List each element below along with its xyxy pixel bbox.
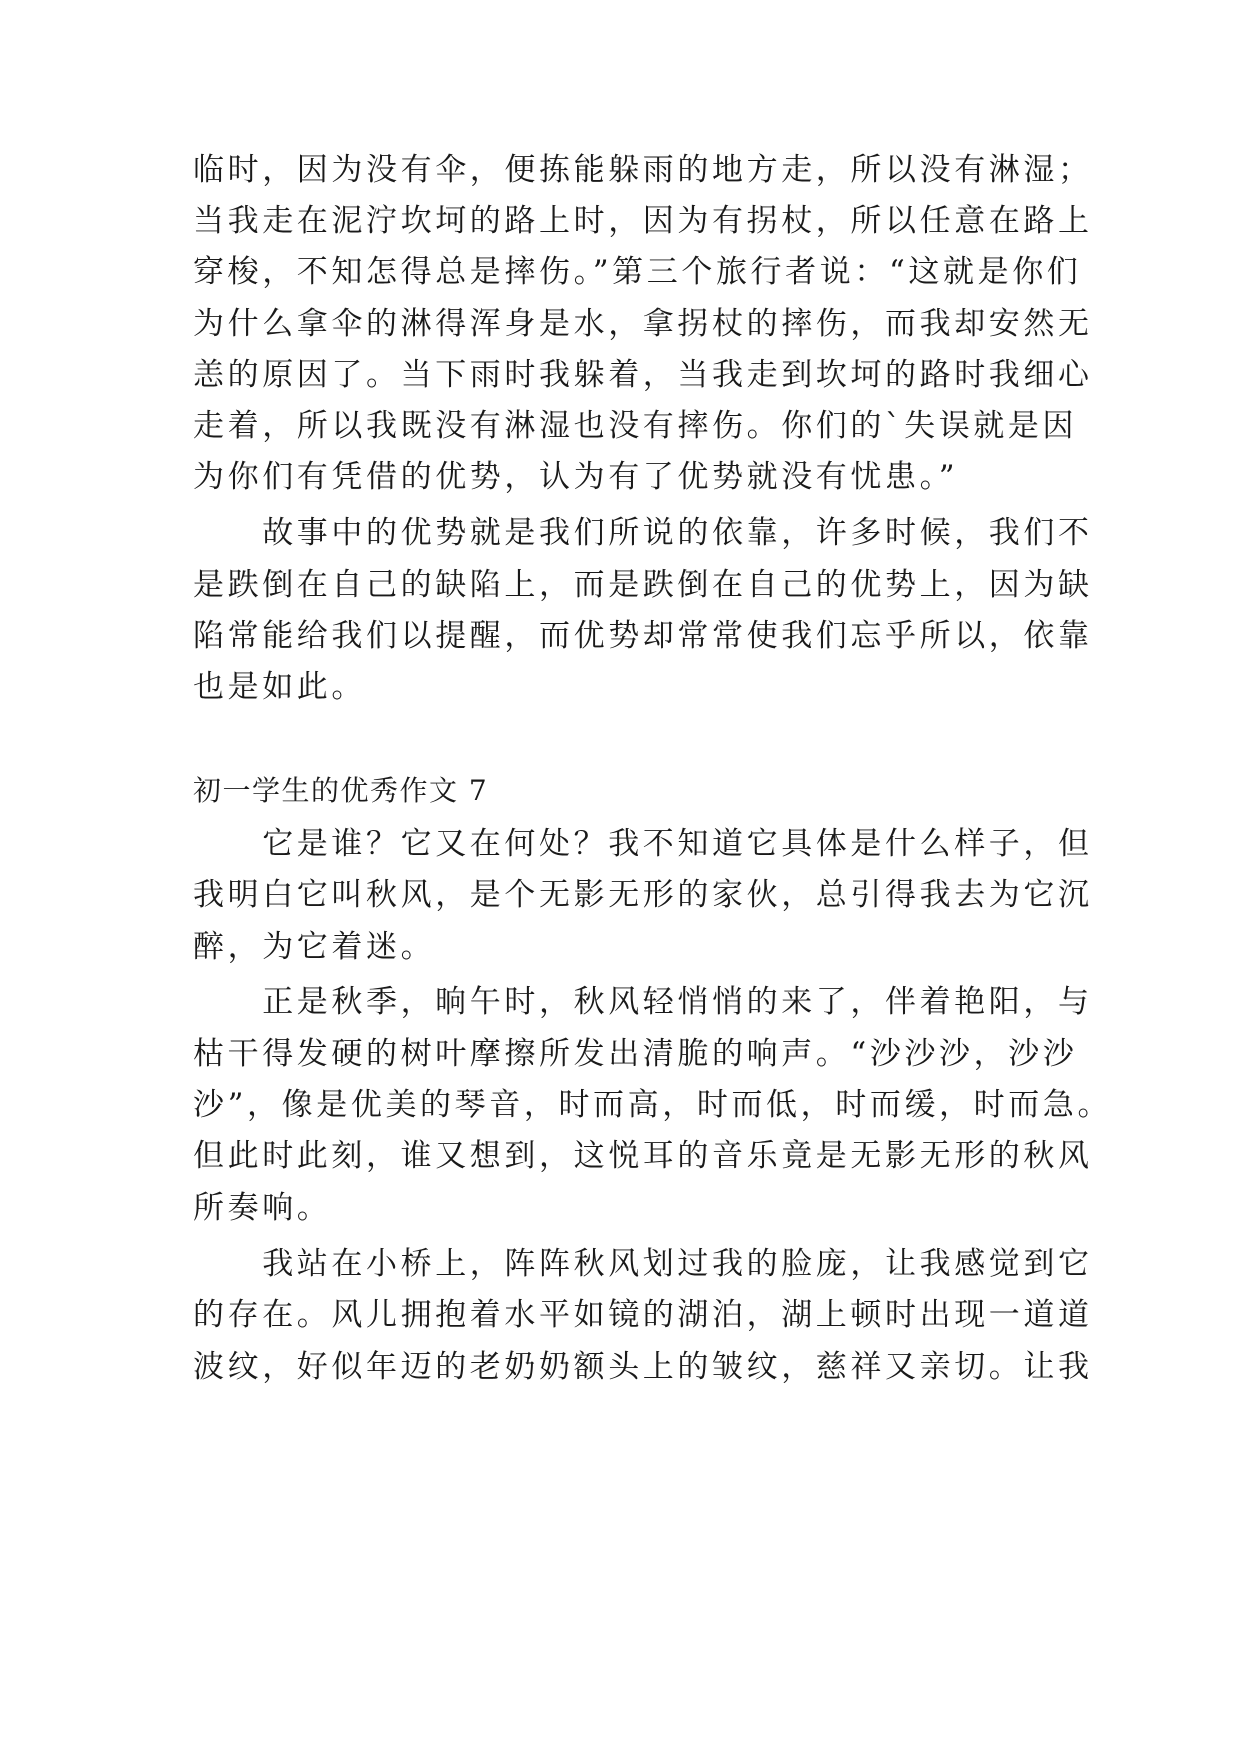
text-line: 波纹，好似年迈的老奶奶额头上的皱纹，慈祥又亲切。让我	[193, 1349, 1093, 1385]
text-line: 的存在。风儿拥抱着水平如镜的湖泊，湖上顿时出现一道道	[193, 1297, 1093, 1333]
text-line: 为什么拿伞的淋得浑身是水，拿拐杖的摔伤，而我却安然无	[193, 306, 1093, 342]
text-line: 所奏响。	[193, 1190, 332, 1226]
text-line: 沙”，像是优美的琴音，时而高，时而低，时而缓，时而急。	[193, 1087, 1113, 1123]
text-line: 走着，所以我既没有淋湿也没有摔伤。你们的`失误就是因	[193, 408, 1078, 444]
text-line: 恙的原因了。当下雨时我躲着，当我走到坎坷的路时我细心	[193, 357, 1093, 393]
text-line: 陷常能给我们以提醒，而优势却常常使我们忘乎所以，依靠	[193, 618, 1093, 654]
text-line: 穿梭，不知怎得总是摔伤。”第三个旅行者说：“这就是你们	[193, 254, 1082, 290]
text-line: 我明白它叫秋风，是个无影无形的家伙，总引得我去为它沉	[193, 877, 1093, 913]
section-title: 初一学生的优秀作文 7	[193, 774, 489, 807]
text-line: 故事中的优势就是我们所说的依靠，许多时候，我们不	[193, 515, 1093, 551]
text-line: 是跌倒在自己的缺陷上，而是跌倒在自己的优势上，因为缺	[193, 567, 1093, 603]
text-line: 也是如此。	[193, 669, 366, 705]
text-line: 醉，为它着迷。	[193, 929, 436, 965]
text-line: 为你们有凭借的优势，认为有了优势就没有忧患。”	[193, 459, 959, 495]
text-line: 正是秋季，晌午时，秋风轻悄悄的来了，伴着艳阳，与	[193, 984, 1093, 1020]
text-line: 我站在小桥上，阵阵秋风划过我的脸庞，让我感觉到它	[193, 1246, 1093, 1282]
text-line: 枯干得发硬的树叶摩擦所发出清脆的响声。“沙沙沙，沙沙	[193, 1036, 1078, 1072]
text-line: 它是谁？它又在何处？我不知道它具体是什么样子，但	[193, 826, 1093, 862]
text-line: 但此时此刻，谁又想到，这悦耳的音乐竟是无影无形的秋风	[193, 1138, 1093, 1174]
text-line: 当我走在泥泞坎坷的路上时，因为有拐杖，所以任意在路上	[193, 203, 1093, 239]
text-line: 临时，因为没有伞，便拣能躲雨的地方走，所以没有淋湿；	[193, 152, 1093, 188]
